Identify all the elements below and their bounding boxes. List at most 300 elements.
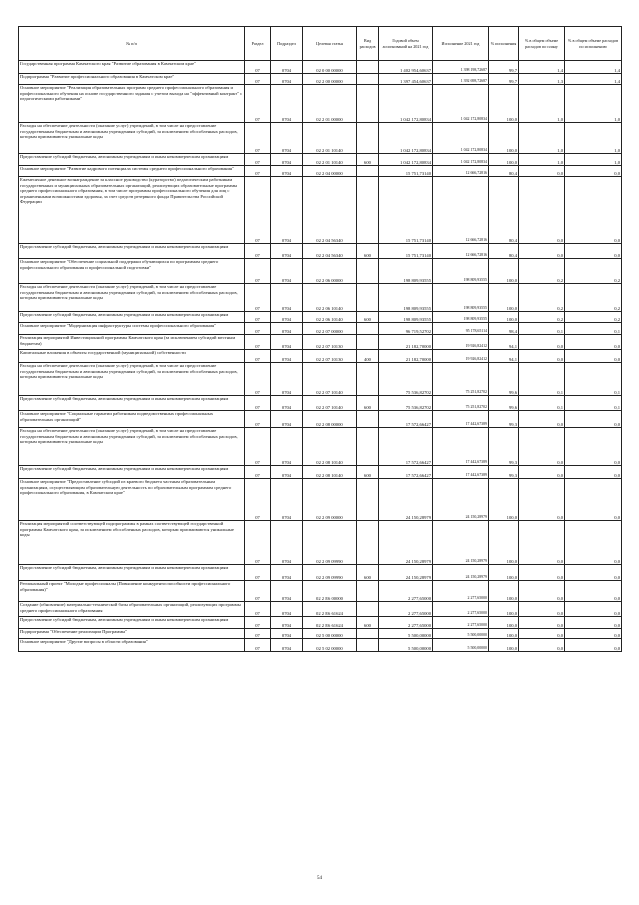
table-row xyxy=(19,479,622,521)
row-name-cell: Основное мероприятие "Предоставление субсидий из краевого бюджета частным образовательным организациям, осуществляющим образовательную деятельность по образовательным программам среднего профессионального образования, в Камчатском крае" xyxy=(19,479,245,521)
row-fact-cell: 17 442,67389 xyxy=(433,466,489,479)
header-podrazdel: Подраздел xyxy=(271,27,303,61)
row-razdel-cell: 07 xyxy=(245,466,271,479)
row-csr-cell: 02 2 07 10140 xyxy=(303,396,357,411)
row-csr-cell: 02 2 07 10130 xyxy=(303,350,357,363)
row-plan-cell: 75 536,82702 xyxy=(379,363,433,396)
row-fact-cell: 75 251,82702 xyxy=(433,363,489,396)
row-podrazdel-cell: 0704 xyxy=(271,123,303,154)
table-row xyxy=(19,565,622,581)
row-podrazdel-cell: 0704 xyxy=(271,581,303,602)
row-share-fact-cell: 1,4 xyxy=(565,61,622,74)
row-razdel-cell: 07 xyxy=(245,617,271,629)
row-csr-cell: 02 2 04 00000 xyxy=(303,166,357,177)
row-csr-cell: 02 2 E6 00000 xyxy=(303,581,357,602)
row-vr-cell: 600 xyxy=(357,244,379,259)
row-share-fact-cell: 0,0 xyxy=(565,602,622,617)
row-share-plan-cell: 0,2 xyxy=(519,312,565,323)
row-name-cell: Подпрограмма "Развитие профессионального образования в Камчатском крае" xyxy=(19,74,245,85)
row-podrazdel-cell: 0704 xyxy=(271,428,303,466)
row-share-plan-cell: 1,0 xyxy=(519,154,565,166)
row-name-cell: Расходы на обеспечение деятельности (оказание услуг) учреждений, в том числе на предоставление государственным бюджетным и автономным учреждениям субсидий, за исключением обособленных расходов, которым присваиваются уникальные коды xyxy=(19,363,245,396)
row-share-plan-cell: 0,1 xyxy=(519,323,565,335)
header-razdel: Раздел xyxy=(245,27,271,61)
table-row xyxy=(19,312,622,323)
row-share-fact-cell: 1,4 xyxy=(565,74,622,85)
row-pct-cell: 100,0 xyxy=(489,565,519,581)
row-plan-cell: 24 150,28979 xyxy=(379,521,433,565)
row-share-fact-cell: 0,1 xyxy=(565,396,622,411)
row-razdel-cell: 07 xyxy=(245,581,271,602)
row-podrazdel-cell: 0704 xyxy=(271,521,303,565)
row-name-cell: Основное мероприятие "Реализация образовательных программ среднего профессионального образования и профессионального обучения на основе государственного задания с учетом выхода на "эффективный контракт" с педагогическими работниками" xyxy=(19,85,245,123)
row-pct-cell: 99,3 xyxy=(489,466,519,479)
table-row xyxy=(19,85,622,123)
row-podrazdel-cell: 0704 xyxy=(271,396,303,411)
row-fact-cell: 12 666,72816 xyxy=(433,244,489,259)
row-name-cell: Основное мероприятие "Обеспечение социальной поддержки обучающихся по программам среднего профессионального образования и профессиональной подготовки" xyxy=(19,259,245,284)
row-razdel-cell: 07 xyxy=(245,244,271,259)
row-vr-cell xyxy=(357,166,379,177)
row-plan-cell: 198 809,93555 xyxy=(379,259,433,284)
row-pct-cell: 94,1 xyxy=(489,350,519,363)
row-plan-cell: 15 751,73140 xyxy=(379,166,433,177)
row-name-cell: Расходы на обеспечение деятельности (оказание услуг) учреждений, в том числе на предоставление государственным бюджетным и автономным учреждениям субсидий, за исключением обособленных расходов, которым присваиваются уникальные коды xyxy=(19,284,245,312)
row-pct-cell: 99,6 xyxy=(489,396,519,411)
row-plan-cell: 1 042 172,80834 xyxy=(379,85,433,123)
row-share-fact-cell: 1,0 xyxy=(565,154,622,166)
row-share-plan-cell: 0,0 xyxy=(519,617,565,629)
row-csr-cell: 02 2 01 00000 xyxy=(303,85,357,123)
row-razdel-cell: 07 xyxy=(245,259,271,284)
row-razdel-cell: 07 xyxy=(245,363,271,396)
row-razdel-cell: 07 xyxy=(245,479,271,521)
table-row xyxy=(19,581,622,602)
row-share-fact-cell: 0,2 xyxy=(565,312,622,323)
row-podrazdel-cell: 0704 xyxy=(271,312,303,323)
table-row xyxy=(19,154,622,166)
row-pct-cell: 99,7 xyxy=(489,61,519,74)
row-pct-cell: 99,7 xyxy=(489,74,519,85)
row-share-plan-cell: 1,0 xyxy=(519,85,565,123)
row-name-cell: Подпрограмма "Обеспечение реализации Программы" xyxy=(19,629,245,639)
row-share-plan-cell: 0,0 xyxy=(519,335,565,350)
row-csr-cell: 02 2 07 10140 xyxy=(303,363,357,396)
table-row xyxy=(19,323,622,335)
table-row xyxy=(19,617,622,629)
table-row xyxy=(19,123,622,154)
row-csr-cell: 02 2 01 10140 xyxy=(303,123,357,154)
header-num: № п/п xyxy=(19,27,245,61)
row-podrazdel-cell: 0704 xyxy=(271,602,303,617)
table-body xyxy=(19,61,622,652)
table-row xyxy=(19,466,622,479)
row-name-cell: Предоставление субсидий бюджетным, автономным учреждениям и иным некоммерческим организациям xyxy=(19,244,245,259)
row-share-plan-cell: 0,0 xyxy=(519,521,565,565)
row-vr-cell xyxy=(357,411,379,428)
row-name-cell: Реализация мероприятий Инвестиционной программы Камчатского края (за исключением субсидий местным бюджетам) xyxy=(19,335,245,350)
row-share-fact-cell: 0,0 xyxy=(565,466,622,479)
row-podrazdel-cell: 0704 xyxy=(271,479,303,521)
row-share-fact-cell: 0,0 xyxy=(565,166,622,177)
header-share-fact: % в общем объеме расходов по исполнению xyxy=(565,27,622,61)
row-vr-cell xyxy=(357,284,379,312)
row-plan-cell: 15 751,73140 xyxy=(379,244,433,259)
row-name-cell: Капитальные вложения в объекты государственной (муниципальной) собственности xyxy=(19,350,245,363)
row-fact-cell: 198 809,93555 xyxy=(433,312,489,323)
row-share-fact-cell: 0,0 xyxy=(565,565,622,581)
row-podrazdel-cell: 0704 xyxy=(271,323,303,335)
row-share-fact-cell: 0,1 xyxy=(565,323,622,335)
row-podrazdel-cell: 0704 xyxy=(271,629,303,639)
row-pct-cell: 100,0 xyxy=(489,629,519,639)
row-share-plan-cell: 0,2 xyxy=(519,284,565,312)
row-vr-cell xyxy=(357,581,379,602)
row-podrazdel-cell: 0704 xyxy=(271,411,303,428)
row-pct-cell: 100,0 xyxy=(489,312,519,323)
row-pct-cell: 80,4 xyxy=(489,177,519,244)
row-csr-cell: 02 2 07 00000 xyxy=(303,323,357,335)
row-csr-cell: 02 2 E6 61624 xyxy=(303,602,357,617)
row-fact-cell: 2 277,65000 xyxy=(433,602,489,617)
row-name-cell: Предоставление субсидий бюджетным, автономным учреждениям и иным некоммерческим организациям xyxy=(19,312,245,323)
row-razdel-cell: 07 xyxy=(245,323,271,335)
row-vr-cell xyxy=(357,363,379,396)
row-razdel-cell: 07 xyxy=(245,123,271,154)
row-pct-cell: 100,0 xyxy=(489,85,519,123)
row-csr-cell: 02 2 01 10140 xyxy=(303,154,357,166)
row-share-fact-cell: 0,2 xyxy=(565,259,622,284)
row-vr-cell xyxy=(357,123,379,154)
row-share-plan-cell: 0,0 xyxy=(519,581,565,602)
row-csr-cell: 02 2 04 56340 xyxy=(303,244,357,259)
row-pct-cell: 100,0 xyxy=(489,479,519,521)
row-share-plan-cell: 0,0 xyxy=(519,350,565,363)
row-fact-cell: 1 042 172,80834 xyxy=(433,85,489,123)
row-pct-cell: 100,0 xyxy=(489,284,519,312)
table-row xyxy=(19,166,622,177)
row-share-fact-cell: 0,0 xyxy=(565,177,622,244)
row-podrazdel-cell: 0704 xyxy=(271,466,303,479)
row-plan-cell: 1 402 954,60637 xyxy=(379,61,433,74)
row-pct-cell: 100,0 xyxy=(489,639,519,652)
row-podrazdel-cell: 0704 xyxy=(271,154,303,166)
row-name-cell: Предоставление субсидий бюджетным, автономным учреждениям и иным некоммерческим организациям xyxy=(19,617,245,629)
row-pct-cell: 99,6 xyxy=(489,363,519,396)
row-vr-cell: 600 xyxy=(357,154,379,166)
row-fact-cell: 17 442,67389 xyxy=(433,428,489,466)
row-fact-cell: 19 926,82412 xyxy=(433,335,489,350)
row-share-plan-cell: 0,0 xyxy=(519,428,565,466)
row-share-plan-cell: 0,0 xyxy=(519,166,565,177)
row-pct-cell: 80,4 xyxy=(489,244,519,259)
row-vr-cell: 600 xyxy=(357,565,379,581)
row-pct-cell: 99,3 xyxy=(489,428,519,466)
row-share-plan-cell: 1,3 xyxy=(519,74,565,85)
row-plan-cell: 15 751,73140 xyxy=(379,177,433,244)
row-plan-cell: 17 572,66427 xyxy=(379,411,433,428)
row-pct-cell: 100,0 xyxy=(489,581,519,602)
table-row xyxy=(19,428,622,466)
row-podrazdel-cell: 0704 xyxy=(271,244,303,259)
row-fact-cell: 12 666,72816 xyxy=(433,166,489,177)
row-share-fact-cell: 0,0 xyxy=(565,244,622,259)
row-plan-cell: 198 809,93555 xyxy=(379,284,433,312)
row-fact-cell: 1 398 198,72687 xyxy=(433,61,489,74)
row-podrazdel-cell: 0704 xyxy=(271,177,303,244)
row-vr-cell xyxy=(357,629,379,639)
row-name-cell: Региональный проект "Молодые профессионалы (Повышение конкурентоспособности профессионального образования)" xyxy=(19,581,245,602)
row-share-fact-cell: 0,0 xyxy=(565,629,622,639)
table-row xyxy=(19,284,622,312)
row-vr-cell xyxy=(357,521,379,565)
row-name-cell: Ежемесячное денежное вознаграждение за классное руководство (кураторство) педагогическим работникам государственных и муниципальных образовательных организаций, реализующих образовательные программы среднего профессионального образования, в том числе программы профессионального обучения для лиц с ограниченными возможностями здоровья, за счет средств резервного фонда Правительства Российской Федерации xyxy=(19,177,245,244)
row-pct-cell: 100,0 xyxy=(489,154,519,166)
row-vr-cell: 600 xyxy=(357,396,379,411)
row-pct-cell: 98,4 xyxy=(489,323,519,335)
row-podrazdel-cell: 0704 xyxy=(271,85,303,123)
row-fact-cell: 5 500,00000 xyxy=(433,639,489,652)
row-share-plan-cell: 1,4 xyxy=(519,61,565,74)
budget-table xyxy=(18,26,622,652)
row-share-fact-cell: 0,0 xyxy=(565,335,622,350)
row-razdel-cell: 07 xyxy=(245,602,271,617)
row-podrazdel-cell: 0704 xyxy=(271,259,303,284)
row-razdel-cell: 07 xyxy=(245,177,271,244)
row-podrazdel-cell: 0704 xyxy=(271,74,303,85)
row-vr-cell xyxy=(357,74,379,85)
row-share-plan-cell: 0,0 xyxy=(519,629,565,639)
row-plan-cell: 1 042 172,80834 xyxy=(379,154,433,166)
row-share-fact-cell: 1,0 xyxy=(565,123,622,154)
row-csr-cell: 02 2 00 00000 xyxy=(303,74,357,85)
table-row xyxy=(19,396,622,411)
header-csr: Целевая статья xyxy=(303,27,357,61)
row-fact-cell: 17 442,67389 xyxy=(433,411,489,428)
table-row xyxy=(19,411,622,428)
row-podrazdel-cell: 0704 xyxy=(271,565,303,581)
row-vr-cell xyxy=(357,602,379,617)
row-name-cell: Основное мероприятие "Развитие кадрового потенциала системы среднего профессионального образования" xyxy=(19,166,245,177)
row-podrazdel-cell: 0704 xyxy=(271,617,303,629)
table-row xyxy=(19,177,622,244)
row-share-fact-cell: 0,0 xyxy=(565,428,622,466)
row-vr-cell xyxy=(357,323,379,335)
row-plan-cell: 21 182,70000 xyxy=(379,350,433,363)
row-fact-cell: 24 150,28979 xyxy=(433,565,489,581)
row-name-cell: Предоставление субсидий бюджетным, автономным учреждениям и иным некоммерческим организациям xyxy=(19,565,245,581)
row-vr-cell xyxy=(357,479,379,521)
row-podrazdel-cell: 0704 xyxy=(271,166,303,177)
row-share-plan-cell: 1,0 xyxy=(519,123,565,154)
row-plan-cell: 5 500,00000 xyxy=(379,629,433,639)
row-csr-cell: 02 5 02 00000 xyxy=(303,639,357,652)
table-row xyxy=(19,363,622,396)
row-share-plan-cell: 0,0 xyxy=(519,411,565,428)
row-csr-cell: 02 2 04 56340 xyxy=(303,177,357,244)
row-plan-cell: 2 277,65000 xyxy=(379,602,433,617)
row-podrazdel-cell: 0704 xyxy=(271,284,303,312)
header-pct: % исполнения xyxy=(489,27,519,61)
row-fact-cell: 2 277,65000 xyxy=(433,581,489,602)
row-fact-cell: 198 809,93555 xyxy=(433,259,489,284)
row-fact-cell: 5 500,00000 xyxy=(433,629,489,639)
row-pct-cell: 99,3 xyxy=(489,411,519,428)
row-csr-cell: 02 2 06 10140 xyxy=(303,284,357,312)
row-share-plan-cell: 0,0 xyxy=(519,602,565,617)
row-vr-cell xyxy=(357,177,379,244)
row-share-fact-cell: 0,0 xyxy=(565,581,622,602)
row-fact-cell: 1 392 698,72687 xyxy=(433,74,489,85)
row-vr-cell: 600 xyxy=(357,466,379,479)
row-razdel-cell: 07 xyxy=(245,629,271,639)
row-name-cell: Предоставление субсидий бюджетным, автономным учреждениям и иным некоммерческим организациям xyxy=(19,396,245,411)
table-row xyxy=(19,259,622,284)
row-share-fact-cell: 0,0 xyxy=(565,411,622,428)
row-plan-cell: 2 277,65000 xyxy=(379,617,433,629)
row-razdel-cell: 07 xyxy=(245,428,271,466)
row-plan-cell: 2 277,65000 xyxy=(379,581,433,602)
row-razdel-cell: 07 xyxy=(245,350,271,363)
row-razdel-cell: 07 xyxy=(245,74,271,85)
page-number: 54 xyxy=(317,876,322,881)
row-razdel-cell: 07 xyxy=(245,411,271,428)
table-row xyxy=(19,521,622,565)
row-vr-cell xyxy=(357,85,379,123)
row-csr-cell: 02 2 09 09990 xyxy=(303,565,357,581)
row-share-plan-cell: 0,1 xyxy=(519,363,565,396)
row-vr-cell: 400 xyxy=(357,350,379,363)
row-csr-cell: 02 2 06 00000 xyxy=(303,259,357,284)
row-vr-cell xyxy=(357,61,379,74)
row-csr-cell: 02 2 08 10140 xyxy=(303,428,357,466)
row-razdel-cell: 07 xyxy=(245,565,271,581)
row-name-cell: Государственная программа Камчатского края "Развитие образования в Камчатском крае" xyxy=(19,61,245,74)
row-share-plan-cell: 0,0 xyxy=(519,244,565,259)
row-csr-cell: 02 2 09 00000 xyxy=(303,479,357,521)
row-share-plan-cell: 0,1 xyxy=(519,396,565,411)
row-vr-cell xyxy=(357,428,379,466)
row-razdel-cell: 07 xyxy=(245,639,271,652)
row-csr-cell: 02 2 08 10140 xyxy=(303,466,357,479)
row-csr-cell: 02 2 E6 61624 xyxy=(303,617,357,629)
row-razdel-cell: 07 xyxy=(245,396,271,411)
row-share-plan-cell: 0,0 xyxy=(519,177,565,244)
row-share-fact-cell: 0,0 xyxy=(565,617,622,629)
row-plan-cell: 5 500,00000 xyxy=(379,639,433,652)
row-share-fact-cell: 0,0 xyxy=(565,639,622,652)
row-name-cell: Реализация мероприятий соответствующей подпрограммы в рамках соответствующей государственной программы Камчатского края, за исключением обособленных расходов, которым присваиваются уникальные коды xyxy=(19,521,245,565)
row-plan-cell: 24 150,28979 xyxy=(379,565,433,581)
table-row xyxy=(19,350,622,363)
row-vr-cell xyxy=(357,335,379,350)
row-fact-cell: 2 277,65000 xyxy=(433,617,489,629)
row-share-plan-cell: 0,0 xyxy=(519,479,565,521)
row-podrazdel-cell: 0704 xyxy=(271,639,303,652)
row-razdel-cell: 07 xyxy=(245,335,271,350)
row-share-fact-cell: 0,0 xyxy=(565,479,622,521)
row-vr-cell xyxy=(357,259,379,284)
row-name-cell: Основное мероприятие "Социальные гарантии работникам подведомственных профессиональных образовательных организаций" xyxy=(19,411,245,428)
row-pct-cell: 100,0 xyxy=(489,259,519,284)
row-podrazdel-cell: 0704 xyxy=(271,350,303,363)
row-pct-cell: 100,0 xyxy=(489,521,519,565)
row-share-plan-cell: 0,0 xyxy=(519,466,565,479)
row-plan-cell: 24 150,28979 xyxy=(379,479,433,521)
row-share-plan-cell: 0,0 xyxy=(519,639,565,652)
row-pct-cell: 80,4 xyxy=(489,166,519,177)
table-row xyxy=(19,602,622,617)
row-plan-cell: 75 536,82702 xyxy=(379,396,433,411)
row-fact-cell: 1 042 172,80834 xyxy=(433,154,489,166)
header-plan: Годовой объем ассигнований на 2021 год xyxy=(379,27,433,61)
row-csr-cell: 02 5 00 00000 xyxy=(303,629,357,639)
row-csr-cell: 02 0 00 00000 xyxy=(303,61,357,74)
row-razdel-cell: 07 xyxy=(245,85,271,123)
table-row xyxy=(19,61,622,74)
row-razdel-cell: 07 xyxy=(245,312,271,323)
row-vr-cell: 600 xyxy=(357,617,379,629)
row-fact-cell: 24 150,28979 xyxy=(433,479,489,521)
row-name-cell: Расходы на обеспечение деятельности (оказание услуг) учреждений, в том числе на предоставление государственным бюджетным и автономным учреждениям субсидий, за исключением обособленных расходов, которым присваиваются уникальные коды xyxy=(19,428,245,466)
row-name-cell: Основное мероприятие "Модернизация инфраструктуры системы профессионального образования" xyxy=(19,323,245,335)
row-razdel-cell: 07 xyxy=(245,154,271,166)
row-share-plan-cell: 0,2 xyxy=(519,259,565,284)
row-share-fact-cell: 0,2 xyxy=(565,284,622,312)
row-podrazdel-cell: 0704 xyxy=(271,335,303,350)
row-name-cell: Расходы на обеспечение деятельности (оказание услуг) учреждений, в том числе на предоставление государственным бюджетным и автономным учреждениям субсидий, за исключением обособленных расходов, которым присваиваются уникальные коды xyxy=(19,123,245,154)
row-pct-cell: 94,1 xyxy=(489,335,519,350)
row-razdel-cell: 07 xyxy=(245,166,271,177)
row-plan-cell: 17 572,66427 xyxy=(379,428,433,466)
row-fact-cell: 1 042 172,80834 xyxy=(433,123,489,154)
row-name-cell: Предоставление субсидий бюджетным, автономным учреждениям и иным некоммерческим организациям xyxy=(19,154,245,166)
row-pct-cell: 100,0 xyxy=(489,123,519,154)
row-plan-cell: 1 397 454,60637 xyxy=(379,74,433,85)
row-pct-cell: 100,0 xyxy=(489,617,519,629)
row-razdel-cell: 07 xyxy=(245,521,271,565)
row-vr-cell: 600 xyxy=(357,312,379,323)
row-pct-cell: 100,0 xyxy=(489,602,519,617)
row-vr-cell xyxy=(357,639,379,652)
row-plan-cell: 17 572,66427 xyxy=(379,466,433,479)
row-share-fact-cell: 1,0 xyxy=(565,85,622,123)
table-header-row xyxy=(19,27,622,61)
row-razdel-cell: 07 xyxy=(245,61,271,74)
row-share-plan-cell: 0,0 xyxy=(519,565,565,581)
table-row xyxy=(19,639,622,652)
row-share-fact-cell: 0,0 xyxy=(565,350,622,363)
row-share-fact-cell: 0,0 xyxy=(565,521,622,565)
header-fact: Исполнение 2021 год xyxy=(433,27,489,61)
header-vr: Вид расходов xyxy=(357,27,379,61)
row-fact-cell: 24 150,28979 xyxy=(433,521,489,565)
row-plan-cell: 21 182,70000 xyxy=(379,335,433,350)
row-plan-cell: 1 042 172,80834 xyxy=(379,123,433,154)
row-razdel-cell: 07 xyxy=(245,284,271,312)
row-podrazdel-cell: 0704 xyxy=(271,363,303,396)
row-fact-cell: 12 666,72816 xyxy=(433,177,489,244)
row-csr-cell: 02 2 07 10130 xyxy=(303,335,357,350)
row-csr-cell: 02 2 06 10140 xyxy=(303,312,357,323)
row-name-cell: Основное мероприятие "Другие вопросы в области образования" xyxy=(19,639,245,652)
row-share-fact-cell: 0,1 xyxy=(565,363,622,396)
row-podrazdel-cell: 0704 xyxy=(271,61,303,74)
row-csr-cell: 02 2 09 09990 xyxy=(303,521,357,565)
table-row xyxy=(19,629,622,639)
row-fact-cell: 75 251,82702 xyxy=(433,396,489,411)
row-fact-cell: 198 809,93555 xyxy=(433,284,489,312)
